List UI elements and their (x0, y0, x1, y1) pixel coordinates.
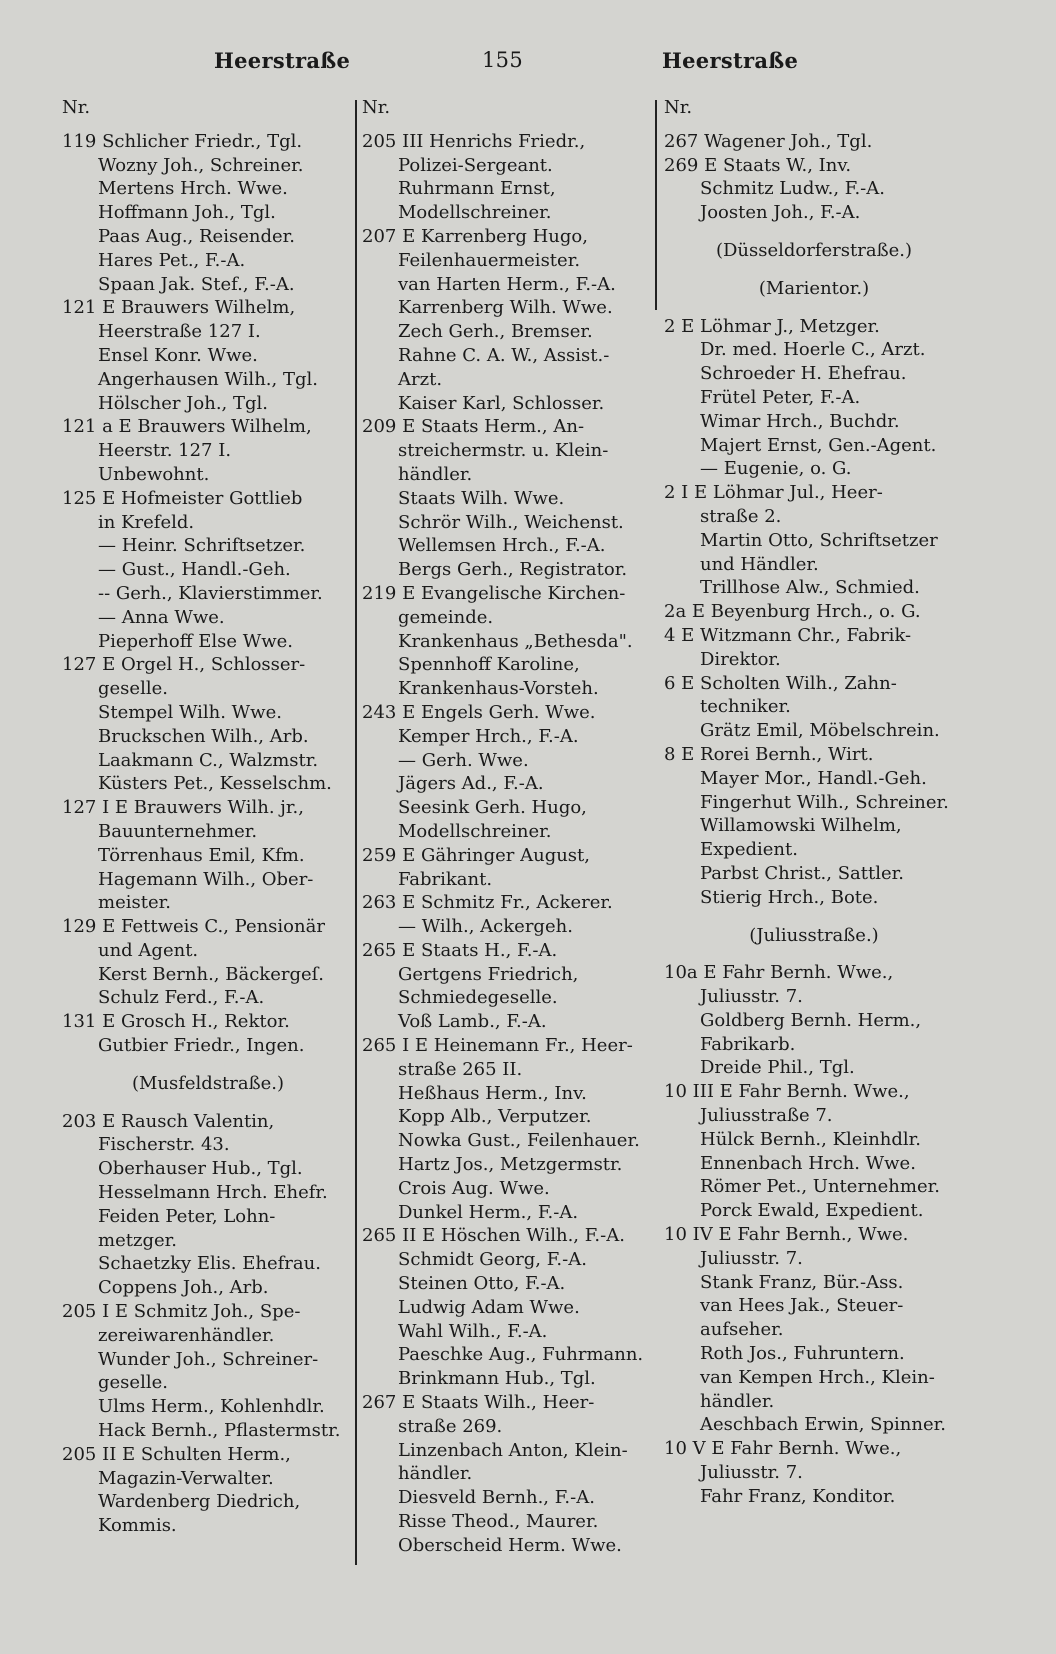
directory-entry-line: Schrör Wilh., Weichenst. (398, 511, 624, 533)
directory-entry-line: 203 E Rausch Valentin, (62, 1110, 275, 1132)
directory-entry-line: streichermstr. u. Klein- (398, 440, 609, 462)
entries-block (664, 961, 964, 1508)
directory-entry-line: Mayer Mor., Handl.-Geh. (700, 767, 927, 789)
directory-entry-line: Goldberg Bernh. Herm., (700, 1009, 922, 1031)
directory-entry-line: Seesink Gerh. Hugo, (398, 797, 587, 819)
directory-entry-line: und Händler. (700, 553, 819, 575)
directory-entry-line: Frütel Peter, F.-A. (700, 386, 861, 408)
directory-entry-line: 10a E Fahr Bernh. Wwe., (664, 962, 894, 984)
directory-entry-line: Hölscher Joh., Tgl. (98, 392, 268, 414)
directory-entry-line: Stierig Hrch., Bote. (700, 886, 879, 908)
directory-entry-line: Magazin-Verwalter. (98, 1467, 274, 1489)
directory-entry-line: Fabrikarb. (700, 1033, 796, 1055)
directory-entry-line: Schmidt Georg, F.-A. (398, 1249, 587, 1271)
directory-entry-line: Juliusstraße 7. (700, 1105, 833, 1127)
directory-entry-line: 4 E Witzmann Chr., Fabrik- (664, 624, 912, 646)
directory-entry-line: — Gust., Handl.-Geh. (98, 559, 291, 581)
directory-entry-line: Bergs Gerh., Registrator. (398, 559, 628, 581)
directory-entry-line: Juliusstr. 7. (700, 1247, 803, 1269)
directory-entry-line: 205 III Henrichs Friedr., (362, 130, 586, 152)
directory-entry-line: Krankenhaus „Bethesda". (398, 630, 633, 652)
running-header-left: Heerstraße (214, 48, 351, 73)
directory-entry-line: Ensel Konr. Wwe. (98, 344, 258, 366)
directory-entry-line: Feiden Peter, Lohn- (98, 1205, 276, 1227)
directory-entry-line: Oberscheid Herm. Wwe. (398, 1534, 622, 1556)
directory-entry-line: 269 E Staats W., Inv. (664, 154, 852, 176)
directory-entry-line: Linzenbach Anton, Klein- (398, 1439, 628, 1461)
directory-entry-line: Schulz Ferd., F.-A. (98, 987, 265, 1009)
directory-entry-line: Wunder Joh., Schreiner- (98, 1348, 319, 1370)
directory-entry-line: Hülck Bernh., Kleinhdlr. (700, 1128, 922, 1150)
directory-entry-line: Crois Aug. Wwe. (398, 1177, 550, 1199)
directory-entry-line: Paeschke Aug., Fuhrmann. (398, 1344, 644, 1366)
directory-entry-line: Arzt. (398, 368, 443, 390)
directory-entry-line: Hares Pet., F.-A. (98, 249, 246, 271)
directory-entry-line: Spaan Jak. Stef., F.-A. (98, 273, 295, 295)
directory-entry-line: Rahne C. A. W., Assist.- (398, 344, 610, 366)
directory-entry-line: meister. (98, 892, 171, 914)
directory-entry-line: Modellschreiner. (398, 202, 552, 224)
directory-entry-line: Kopp Alb., Verputzer. (398, 1106, 592, 1128)
directory-entry-line: Fingerhut Wilh., Schreiner. (700, 791, 949, 813)
directory-entry-line: Juliusstr. 7. (700, 1462, 803, 1484)
directory-entry-line: Schaetzky Elis. Ehefrau. (98, 1253, 321, 1275)
directory-entry-line: 265 E Staats H., F.-A. (362, 939, 558, 961)
directory-entry-line: in Krefeld. (98, 511, 195, 533)
directory-entry-line: Trillhose Alw., Schmied. (700, 577, 920, 599)
page-number: 155 (482, 48, 523, 72)
directory-entry-line: Wozny Joh., Schreiner. (98, 154, 304, 176)
directory-entry-line: — Wilh., Ackergeh. (398, 916, 573, 938)
directory-entry-line: Coppens Joh., Arb. (98, 1277, 269, 1299)
column-2 (362, 96, 652, 1558)
directory-entry-line: 209 E Staats Herm., An- (362, 416, 585, 438)
directory-entry-line: Küsters Pet., Kesselschm. (98, 773, 332, 795)
directory-entry-line: Bruckschen Wilh., Arb. (98, 725, 309, 747)
directory-entry-line: — Eugenie, o. G. (700, 458, 852, 480)
directory-entry-line: 119 Schlicher Friedr., Tgl. (62, 130, 303, 152)
directory-entry-line: Brinkmann Hub., Tgl. (398, 1368, 596, 1390)
section-heading: (Juliusstraße.) (749, 924, 879, 946)
directory-entry-line: 127 E Orgel H., Schlosser- (62, 654, 306, 676)
directory-entry-line: Ludwig Adam Wwe. (398, 1296, 580, 1318)
directory-entry-line: straße 265 II. (398, 1058, 523, 1080)
entries-block (664, 315, 964, 910)
directory-entry-line: Hartz Jos., Metzgermstr. (398, 1154, 623, 1176)
entries-block (362, 130, 652, 1558)
directory-entry-line: geselle. (98, 678, 168, 700)
nr-heading: Nr. (664, 97, 693, 118)
directory-entry-line: techniker. (700, 696, 791, 718)
directory-entry-line: gemeinde. (398, 606, 494, 628)
directory-entry-line: Juliusstr. 7. (700, 986, 803, 1008)
directory-entry-line: Oberhauser Hub., Tgl. (98, 1158, 303, 1180)
directory-entry-line: van Hees Jak., Steuer- (700, 1295, 904, 1317)
directory-entry-line: 2a E Beyenburg Hrch., o. G. (664, 601, 921, 623)
directory-entry-line: Ruhrmann Ernst, (398, 178, 556, 200)
directory-entry-line: Modellschreiner. (398, 820, 552, 842)
directory-entry-line: 263 E Schmitz Fr., Ackerer. (362, 892, 613, 914)
directory-entry-line: 267 E Staats Wilh., Heer- (362, 1392, 595, 1414)
directory-entry-line: Stank Franz, Bür.-Ass. (700, 1271, 904, 1293)
directory-entry-line: Steinen Otto, F.-A. (398, 1273, 566, 1295)
directory-entry-line: Schmiedegeselle. (398, 987, 558, 1009)
directory-entry-line: Martin Otto, Schriftsetzer (700, 529, 938, 551)
directory-entry-line: und Agent. (98, 939, 199, 961)
directory-entry-line: 2 E Löhmar J., Metzger. (664, 315, 880, 337)
directory-entry-line: Fischerstr. 43. (98, 1134, 230, 1156)
directory-entry-line: Dunkel Herm., F.-A. (398, 1201, 579, 1223)
directory-entry-line: metzger. (98, 1229, 177, 1251)
directory-entry-line: Voß Lamb., F.-A. (398, 1011, 547, 1033)
directory-entry-line: Wimar Hrch., Buchdr. (700, 410, 900, 432)
directory-entry-line: Schroeder H. Ehefrau. (700, 363, 907, 385)
directory-entry-line: Gutbier Friedr., Ingen. (98, 1035, 305, 1057)
directory-entry-line: — Gerh. Wwe. (398, 749, 529, 771)
column-3 (664, 96, 964, 1509)
directory-entry-line: Roth Jos., Fuhruntern. (700, 1343, 905, 1365)
directory-entry-line: straße 2. (700, 505, 782, 527)
directory-entry-line: Porck Ewald, Expedient. (700, 1200, 924, 1222)
section-heading: (Düsseldorferstraße.) (715, 239, 913, 261)
directory-entry-line: 207 E Karrenberg Hugo, (362, 225, 588, 247)
directory-entry-line: Kerst Bernh., Bäckergeſ. (98, 963, 325, 985)
directory-entry-line: 243 E Engels Gerh. Wwe. (362, 701, 596, 723)
directory-entry-line: Kaiser Karl, Schlosser. (398, 392, 605, 414)
directory-entry-line: Staats Wilh. Wwe. (398, 487, 565, 509)
directory-entry-line: Jägers Ad., F.-A. (398, 773, 544, 795)
directory-entry-line: 205 II E Schulten Herm., (62, 1443, 291, 1465)
directory-entry-line: Risse Theod., Maurer. (398, 1511, 599, 1533)
directory-entry-line: Kemper Hrch., F.-A. (398, 725, 579, 747)
directory-entry-line: Joosten Joh., F.-A. (700, 202, 861, 224)
directory-entry-line: 205 I E Schmitz Joh., Spe- (62, 1301, 301, 1323)
directory-entry-line: Stempel Wilh. Wwe. (98, 701, 282, 723)
entries-block (62, 130, 354, 1058)
nr-heading: Nr. (362, 97, 391, 118)
section-heading: (Marientor.) (758, 277, 870, 299)
directory-entry-line: händler. (700, 1390, 775, 1412)
section-heading: (Musfeldstraße.) (131, 1072, 285, 1094)
directory-entry-line: 10 IV E Fahr Bernh., Wwe. (664, 1224, 909, 1246)
directory-entry-line: Angerhausen Wilh., Tgl. (98, 368, 318, 390)
directory-entry-line: Hesselmann Hrch. Ehefr. (98, 1182, 328, 1204)
directory-entry-line: Törrenhaus Emil, Kfm. (98, 844, 305, 866)
directory-entry-line: 121 E Brauwers Wilhelm, (62, 297, 296, 319)
directory-entry-line: Nowka Gust., Feilenhauer. (398, 1130, 640, 1152)
directory-entry-line: Wahl Wilh., F.-A. (398, 1320, 548, 1342)
directory-entry-line: Ennenbach Hrch. Wwe. (700, 1152, 916, 1174)
directory-entry-line: Dreide Phil., Tgl. (700, 1057, 855, 1079)
directory-entry-line: 129 E Fettweis C., Pensionär (62, 916, 325, 938)
directory-entry-line: Heerstr. 127 I. (98, 440, 232, 462)
directory-entry-line: Parbst Christ., Sattler. (700, 862, 905, 884)
directory-entry-line: Pieperhoff Else Wwe. (98, 630, 294, 652)
directory-entry-line: Feilenhauermeister. (398, 249, 581, 271)
entries-block (664, 130, 964, 225)
directory-entry-line: Hoffmann Joh., Tgl. (98, 202, 276, 224)
column-1 (62, 96, 354, 1538)
directory-entry-line: — Heinr. Schriftsetzer. (98, 535, 306, 557)
directory-entry-line: 265 I E Heinemann Fr., Heer- (362, 1035, 633, 1057)
directory-entry-line: Heßhaus Herm., Inv. (398, 1082, 587, 1104)
directory-entry-line: Fabrikant. (398, 868, 493, 890)
directory-entry-line: geselle. (98, 1372, 168, 1394)
directory-entry-line: 259 E Gähringer August, (362, 844, 590, 866)
directory-entry-line: Spennhoff Karoline, (398, 654, 580, 676)
directory-entry-line: Aeschbach Erwin, Spinner. (700, 1414, 946, 1436)
directory-entry-line: 125 E Hofmeister Gottlieb (62, 487, 303, 509)
directory-entry-line: Hagemann Wilh., Ober- (98, 868, 314, 890)
entries-block (62, 1110, 354, 1538)
directory-entry-line: Krankenhaus-Vorsteh. (398, 678, 599, 700)
directory-entry-line: straße 269. (398, 1415, 503, 1437)
directory-entry-line: van Harten Herm., F.-A. (398, 273, 616, 295)
directory-entry-line: Expedient. (700, 839, 798, 861)
column-divider-1 (355, 100, 357, 1565)
directory-entry-line: Direktor. (700, 648, 781, 670)
directory-entry-line: zereiwarenhändler. (98, 1324, 275, 1346)
directory-entry-line: Wellemsen Hrch., F.-A. (398, 535, 606, 557)
directory-entry-line: 131 E Grosch H., Rektor. (62, 1011, 290, 1033)
directory-entry-line: 219 E Evangelische Kirchen- (362, 582, 626, 604)
directory-entry-line: aufseher. (700, 1319, 784, 1341)
directory-entry-line: Diesveld Bernh., F.-A. (398, 1487, 595, 1509)
directory-entry-line: Heerstraße 127 I. (98, 321, 261, 343)
directory-entry-line: 267 Wagener Joh., Tgl. (664, 130, 873, 152)
directory-entry-line: Kommis. (98, 1515, 177, 1537)
directory-entry-line: Karrenberg Wilh. Wwe. (398, 297, 613, 319)
directory-entry-line: 2 I E Löhmar Jul., Heer- (664, 482, 883, 504)
directory-entry-line: 6 E Scholten Wilh., Zahn- (664, 672, 897, 694)
directory-entry-line: Gertgens Friedrich, (398, 963, 579, 985)
directory-entry-line: Wardenberg Diedrich, (98, 1491, 301, 1513)
running-header-right: Heerstraße (662, 48, 799, 73)
directory-entry-line: Unbewohnt. (98, 463, 210, 485)
directory-entry-line: Bauunternehmer. (98, 820, 258, 842)
directory-entry-line: 121 a E Brauwers Wilhelm, (62, 416, 312, 438)
column-divider-2 (655, 100, 657, 310)
directory-entry-line: -- Gerh., Klavierstimmer. (98, 582, 323, 604)
directory-entry-line: Grätz Emil, Möbelschrein. (700, 720, 940, 742)
directory-entry-line: — Anna Wwe. (98, 606, 225, 628)
directory-entry-line: 127 I E Brauwers Wilh. jr., (62, 797, 304, 819)
directory-entry-line: Ulms Herm., Kohlenhdlr. (98, 1396, 325, 1418)
directory-entry-line: händler. (398, 463, 473, 485)
directory-entry-line: händler. (398, 1463, 473, 1485)
directory-entry-line: 10 V E Fahr Bernh. Wwe., (664, 1438, 902, 1460)
directory-entry-line: Majert Ernst, Gen.-Agent. (700, 434, 937, 456)
directory-entry-line: 265 II E Höschen Wilh., F.-A. (362, 1225, 625, 1247)
directory-entry-line: 8 E Rorei Bernh., Wirt. (664, 743, 874, 765)
directory-entry-line: van Kempen Hrch., Klein- (700, 1366, 935, 1388)
directory-entry-line: 10 III E Fahr Bernh. Wwe., (664, 1081, 910, 1103)
directory-entry-line: Mertens Hrch. Wwe. (98, 178, 288, 200)
directory-entry-line: Dr. med. Hoerle C., Arzt. (700, 339, 926, 361)
directory-entry-line: Römer Pet., Unternehmer. (700, 1176, 940, 1198)
directory-entry-line: Paas Aug., Reisender. (98, 225, 295, 247)
directory-entry-line: Laakmann C., Walzmstr. (98, 749, 319, 771)
directory-entry-line: Willamowski Wilhelm, (700, 815, 902, 837)
directory-entry-line: Fahr Franz, Konditor. (700, 1485, 896, 1507)
directory-entry-line: Zech Gerh., Bremser. (398, 321, 593, 343)
directory-entry-line: Schmitz Ludw., F.-A. (700, 178, 885, 200)
directory-entry-line: Hack Bernh., Pflastermstr. (98, 1420, 341, 1442)
nr-heading: Nr. (62, 97, 91, 118)
directory-entry-line: Polizei-Sergeant. (398, 154, 553, 176)
